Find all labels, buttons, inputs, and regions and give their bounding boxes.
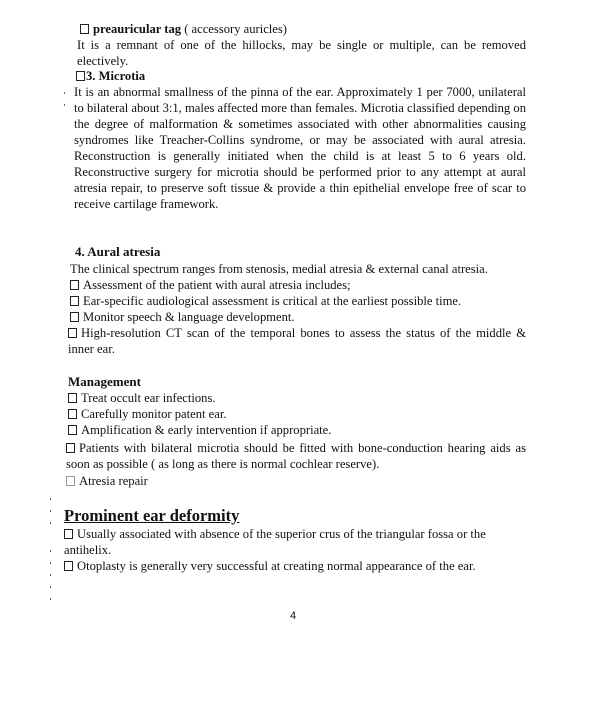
scan-artifact <box>50 598 51 600</box>
checkbox-icon <box>70 312 79 322</box>
management-item-text: Amplification & early intervention if appropriate. <box>81 423 332 437</box>
preauricular-heading-note: ( accessory auricles) <box>181 22 287 36</box>
scan-artifact <box>50 510 51 512</box>
checkbox-icon <box>64 529 73 539</box>
scan-artifact <box>50 550 51 552</box>
checkbox-icon <box>76 71 85 81</box>
preauricular-text: It is a remnant of one of the hillocks, may be single or multiple, can be removed electively. <box>77 38 526 68</box>
atresia-item-4 <box>68 325 526 357</box>
checkbox-icon <box>68 409 77 419</box>
scan-artifact <box>64 92 65 94</box>
scan-artifact <box>50 522 51 524</box>
scan-artifact <box>50 498 51 500</box>
checkbox-icon <box>68 328 77 338</box>
management-item-3 <box>68 422 538 438</box>
management-item-1 <box>68 390 538 406</box>
checkbox-icon <box>64 561 73 571</box>
scan-artifact <box>50 562 51 564</box>
checkbox-icon <box>66 476 75 486</box>
checkbox-icon <box>68 393 77 403</box>
atresia-item-2 <box>70 293 540 309</box>
preauricular-heading-text: preauricular tag <box>93 22 182 36</box>
prominent-item-1 <box>64 526 530 558</box>
management-item-2 <box>68 406 538 422</box>
atresia-intro: The clinical spectrum ranges from stenosis, medial atresia & external canal atresia. <box>70 262 488 276</box>
checkbox-icon <box>70 296 79 306</box>
atresia-item-text: High-resolution CT scan of the temporal bones to assess the status of the middle & inner ear. <box>68 326 526 356</box>
atresia-item-text: Ear-specific audiological assessment is critical at the earliest possible time. <box>83 294 462 308</box>
management-item-text: Carefully monitor patent ear. <box>81 407 227 421</box>
scan-artifact <box>50 586 51 588</box>
atresia-item-text: Assessment of the patient with aural atresia includes; <box>83 278 351 292</box>
scan-artifact <box>64 104 65 106</box>
microtia-heading-text: 3. Microtia <box>86 69 146 83</box>
prominent-heading: Prominent ear deformity <box>64 506 240 525</box>
management-item-text: Atresia repair <box>79 474 148 488</box>
management-item-5 <box>66 473 536 489</box>
checkbox-icon <box>70 280 79 290</box>
atresia-item-1 <box>70 277 540 293</box>
atresia-heading: 4. Aural atresia <box>75 244 161 259</box>
page-number: 4 <box>290 610 297 622</box>
atresia-item-3 <box>70 309 540 325</box>
atresia-item-text: Monitor speech & language development. <box>83 310 295 324</box>
management-item-text: Treat occult ear infections. <box>81 391 216 405</box>
prominent-item-text: Usually associated with absence of the superior crus of the triangular fossa or the antihelix. <box>64 527 486 557</box>
checkbox-icon <box>80 24 89 34</box>
microtia-heading <box>76 68 145 84</box>
management-item-4 <box>66 440 526 472</box>
checkbox-icon <box>66 443 75 453</box>
preauricular-heading <box>80 21 287 37</box>
management-item-text: Patients with bilateral microtia should be fitted with bone-conduction hearing aids as soon as possible ( as long as there is normal cochlear reserve). <box>66 441 526 471</box>
checkbox-icon <box>68 425 77 435</box>
microtia-text: It is an abnormal smallness of the pinna of the ear. Approximately 1 per 7000, unilateral to bilateral about 3:1, males affected more than females. Microtia classified depending on the degree of malformation & sometimes associated with other abnormalities causing syndromes like Treacher-Collins syndrome, or may be associated with aural atresia. Reconstruction is generally initiated when the child is at least 5 to 6 years old. Reconstructive surgery for microtia should be performed prior to any attempt at aural atresia repair, to preserve soft tissue & provide a thin epithelial envelope free of scar to receive cartilage framework. <box>74 85 526 211</box>
scan-artifact <box>50 574 51 576</box>
management-heading: Management <box>68 374 141 389</box>
prominent-item-2 <box>64 558 534 574</box>
prominent-item-text: Otoplasty is generally very successful at creating normal appearance of the ear. <box>77 559 476 573</box>
